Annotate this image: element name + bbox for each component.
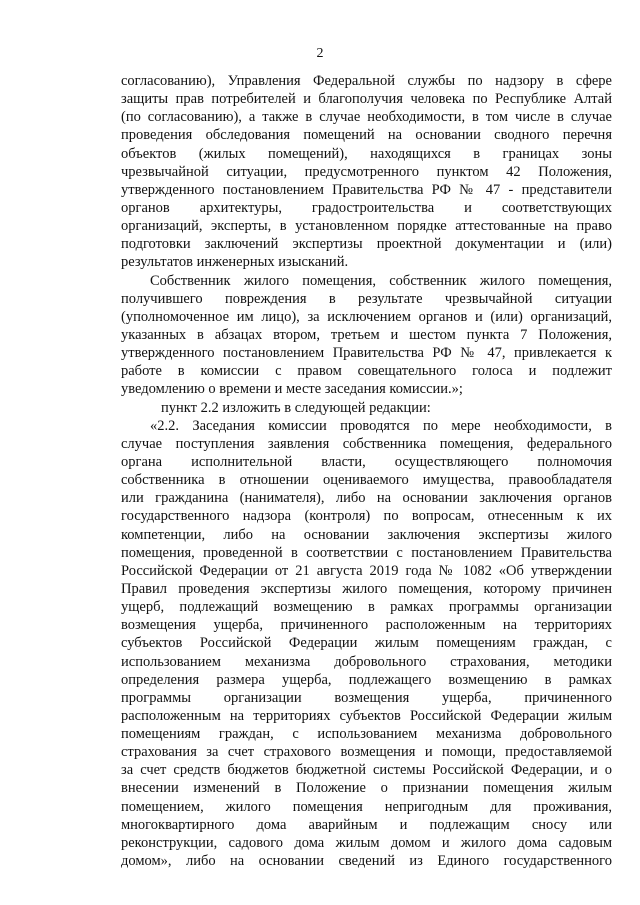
text-line: результатов инженерных изысканий. xyxy=(121,254,349,271)
text-line: пункт 2.2 изложить в следующей редакции: xyxy=(161,399,431,416)
text-line: компетенции, либо на основании заключения экспертизы жилого xyxy=(121,526,612,543)
text-line: случае поступления заявления собственника помещения, федерального xyxy=(121,435,612,452)
text-line: органов архитектуры, градостроительства и соответствующих xyxy=(121,199,612,216)
text-line: чрезвычайной ситуации, предусмотренного пунктом 42 Положения, xyxy=(121,163,612,180)
text-line: или гражданина (нанимателя), либо на основании заключения органов xyxy=(121,490,612,507)
text-line: «2.2. Заседания комиссии проводятся по мере необходимости, в xyxy=(150,417,612,434)
text-line: получившего повреждения в результате чрезвычайной ситуации xyxy=(121,290,612,307)
text-line: ущерб, подлежащий возмещению в рамках программы организации xyxy=(121,599,612,616)
document-body xyxy=(121,72,612,870)
text-line: домом», либо на основании сведений из Единого государственного xyxy=(121,853,612,870)
text-line: программы организации возмещения ущерба, причиненного xyxy=(121,689,612,706)
text-line: определения размера ущерба, подлежащего возмещению в рамках xyxy=(121,671,612,688)
text-line: за счет средств бюджетов бюджетной системы Российской Федерации, и о xyxy=(121,762,612,779)
text-line: внесении изменений в Положение о признании помещения жилым xyxy=(121,780,612,797)
text-line: расположенным на территориях субъектов Российской Федерации жилым xyxy=(121,707,612,724)
text-line: помещения, проведенной в соответствии с постановлением Правительства xyxy=(121,544,612,561)
text-line: уведомлению о времени и месте заседания комиссии.»; xyxy=(121,381,463,398)
page-number: 2 xyxy=(316,46,324,61)
text-line: собственника в отношении оцениваемого имущества, правообладателя xyxy=(121,472,612,489)
text-line: утвержденного постановлением Правительства РФ № 47 - представители xyxy=(121,181,612,198)
text-line: указанных в абзацах втором, третьем и шестом пункта 7 Положения, xyxy=(121,326,612,343)
text-line: Российской Федерации от 21 августа 2019 года № 1082 «Об утверждении xyxy=(121,562,612,579)
text-line: субъектов Российской Федерации жилым помещениям граждан, с xyxy=(121,635,612,652)
text-line: проведения обследования помещений на основании сводного перечня xyxy=(121,127,612,144)
text-line: помещением, жилого помещения непригодным для проживания, xyxy=(121,798,612,815)
text-line: Собственник жилого помещения, собственник жилого помещения, xyxy=(150,272,612,289)
text-line: Правил проведения экспертизы жилого помещения, которому причинен xyxy=(121,580,612,597)
text-line: организаций, эксперты, в установленном порядке аттестованные на право xyxy=(121,218,612,235)
text-line: защиты прав потребителей и благополучия человека по Республике Алтай xyxy=(121,91,612,108)
text-line: государственного надзора (контроля) по вопросам, отнесенным к их xyxy=(121,508,612,525)
text-line: реконструкции, садового дома жилым домом и жилого дома садовым xyxy=(121,834,612,851)
text-line: согласованию), Управления Федеральной службы по надзору в сфере xyxy=(121,73,612,89)
text-line: утвержденного постановлением Правительства РФ № 47, привлекается к xyxy=(121,345,612,362)
text-line: использованием механизма добровольного страхования, методики xyxy=(121,653,612,670)
text-line: работе в комиссии с правом совещательного голоса и подлежит xyxy=(121,363,612,380)
text-line: многоквартирного дома аварийным и подлежащим сносу или xyxy=(121,816,612,833)
text-line: подготовки заключений экспертизы проектной документации и (или) xyxy=(121,236,612,253)
text-line: помещениям граждан, с использованием механизма добровольного xyxy=(121,726,612,743)
text-line: возмещения ущерба, причиненного расположенным на территориях xyxy=(121,617,612,634)
text-line: (уполномоченное им лицо), за исключением органов и (или) организаций, xyxy=(121,308,612,325)
text-line: объектов (жилых помещений), находящихся в границах зоны xyxy=(121,145,612,162)
text-line: (по согласованию), а также в случае необходимости, в том числе в случае xyxy=(121,109,612,126)
text-line: страхования за счет страхового возмещения и помощи, предоставляемой xyxy=(121,744,612,761)
text-line: органа исполнительной власти, осуществляющего полномочия xyxy=(121,453,612,470)
